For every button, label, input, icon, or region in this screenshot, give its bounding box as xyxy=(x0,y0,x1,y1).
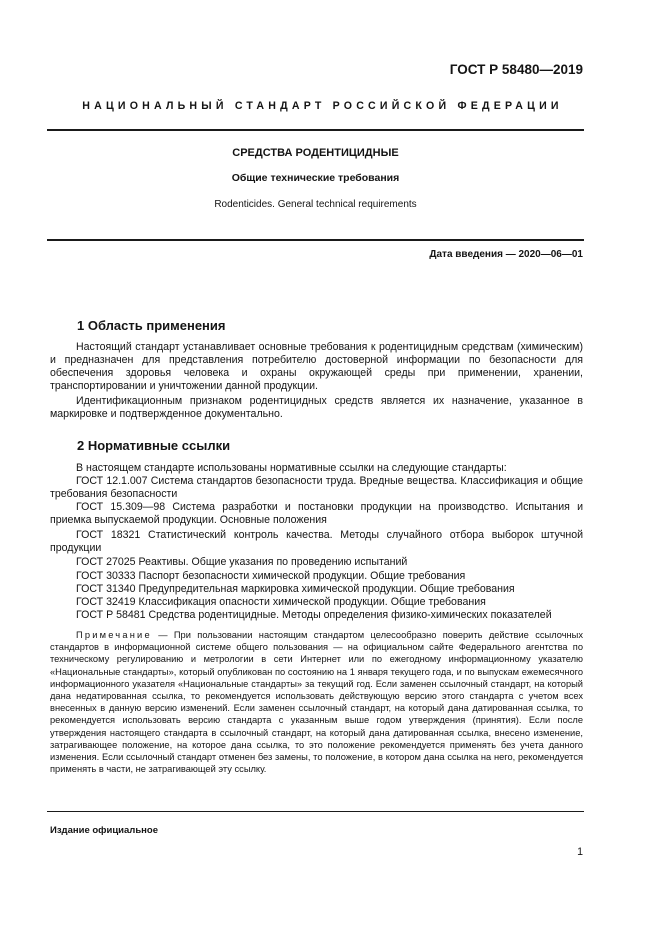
document-title-english: Rodenticides. General technical requirements xyxy=(214,199,417,210)
document-title: СРЕДСТВА РОДЕНТИЦИДНЫЕ xyxy=(232,147,399,159)
edition-label: Издание официальное xyxy=(50,825,158,836)
title-divider xyxy=(47,239,584,241)
references-note xyxy=(50,629,583,775)
page-number: 1 xyxy=(577,846,583,858)
national-standard-banner: НАЦИОНАЛЬНЫЙ СТАНДАРТ РОССИЙСКОЙ ФЕДЕРАЦИИ xyxy=(82,100,563,112)
reference-item: ГОСТ 27025 Реактивы. Общие указания по проведению испытаний xyxy=(76,556,408,568)
reference-item: ГОСТ Р 58481 Средства родентицидные. Методы определения физико-химических показателей xyxy=(76,609,552,621)
document-subtitle: Общие технические требования xyxy=(231,172,400,184)
reference-item: ГОСТ 15.309—98 Система разработки и постановки продукции на производство. Испытания и приемка выпускаемой продукции. Основные положения xyxy=(50,501,583,526)
reference-item: ГОСТ 18321 Статистический контроль качества. Методы случайного отбора выборок штучной продукции xyxy=(50,529,583,554)
note-text: — При пользовании настоящим стандартом целесообразно поверить действие ссылочных стандартов в информационной системе общего пользования — на официальном сайте Федерального агентства по техническому регулированию и метрологии в сети Интернет или по ежегодному информационному указателю «Национальные стандарты», который опубликован по состоянию на 1 января текущего года, и по выпускам ежемесячного информационного указателя «Национальные стандарты» за текущий год. Если заменен ссылочный стандарт, на который дана недатированная ссылка, то рекомендуется использовать действующую версию этого стандарта с учетом всех внесенных в данную версию изменений. Если заменен ссылочный стандарт, на который дана датированная ссылка, то рекомендуется использовать версию стандарта с указанным выше годом утверждения (принятия). Если после утверждения настоящего стандарта в ссылочный стандарт, на который дана датированная ссылка, внесено изменение, затрагивающее положение, на которое дана ссылка, то это положение рекомендуется применять без учета данного изменения. Если ссылочный стандарт отменен без замены, то положение, в котором дана ссылка на него, рекомендуется применять в части, не затрагивающей эту ссылку. xyxy=(50,630,583,775)
reference-item: ГОСТ 31340 Предупредительная маркировка химической продукции. Общие требования xyxy=(76,583,515,595)
introduction-date: Дата введения — 2020—06—01 xyxy=(429,249,583,260)
standard-number: ГОСТ Р 58480—2019 xyxy=(449,62,583,77)
note-label: Примечание xyxy=(76,630,152,640)
section-heading-scope: 1 Область применения xyxy=(77,318,226,333)
section-heading-references: 2 Нормативные ссылки xyxy=(77,438,231,453)
reference-item: ГОСТ 32419 Классификация опасности химической продукции. Общие требования xyxy=(76,596,486,608)
scope-paragraph: Настоящий стандарт устанавливает основные требования к родентицидным средствам (химическим) и предназначен для представления потребителю достоверной информации по безопасности для обеспечения здоровья человека и охраны окружающей среды при применении, хранении, транспортировании и уничтожении данной продукции. xyxy=(50,341,583,392)
footer-divider xyxy=(47,811,584,812)
reference-item: ГОСТ 30333 Паспорт безопасности химической продукции. Общие требования xyxy=(76,570,466,582)
reference-item: ГОСТ 12.1.007 Система стандартов безопасности труда. Вредные вещества. Классификация и общие требования безопасности xyxy=(50,475,583,500)
header-divider xyxy=(47,129,584,131)
references-intro: В настоящем стандарте использованы нормативные ссылки на следующие стандарты: xyxy=(76,462,507,474)
scope-paragraph: Идентификационным признаком родентицидных средств является их назначение, указанное в маркировке и подтвержденное документально. xyxy=(50,395,583,420)
